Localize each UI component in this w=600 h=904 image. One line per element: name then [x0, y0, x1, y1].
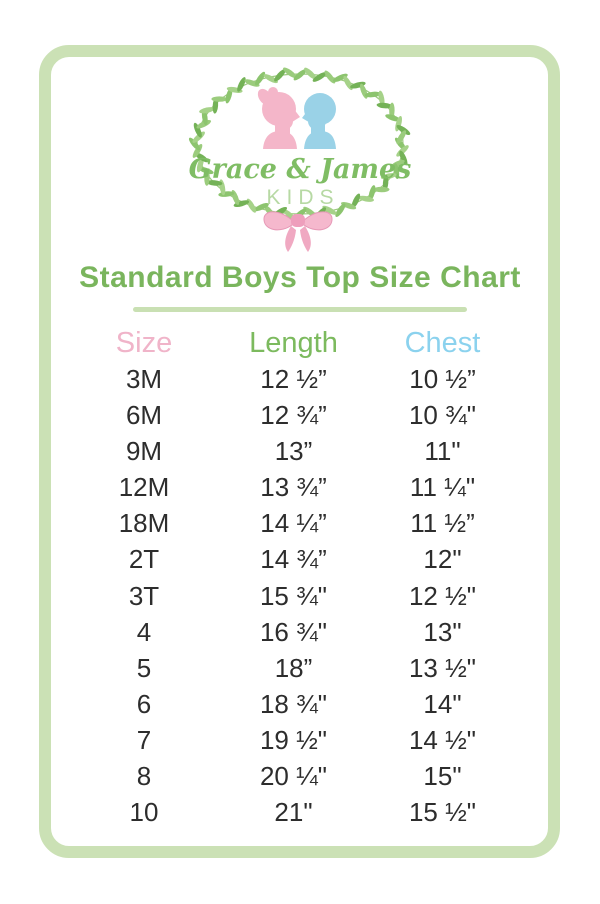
table-row	[69, 794, 517, 830]
chest-cell: 10 ½”	[409, 364, 476, 394]
length-cell: 19 ½"	[259, 724, 328, 755]
size-cell: 10	[129, 797, 159, 828]
table-row	[69, 686, 517, 722]
length-cell: 12 ½”	[260, 364, 327, 394]
page-title: Standard Boys Top Size Chart	[79, 261, 521, 294]
table-row	[69, 650, 517, 686]
length-cell: 21"	[274, 797, 313, 828]
length-cell: 15 ¾"	[259, 580, 328, 611]
length-cell: 14 ¾”	[260, 544, 327, 575]
brand-sub-name: KIDS	[266, 186, 340, 209]
chest-cell: 11 ½”	[410, 508, 475, 539]
chest-cell: 12 ½"	[408, 580, 477, 611]
size-cell: 18M	[118, 508, 170, 539]
table-body	[69, 361, 517, 830]
table-header-row	[69, 326, 517, 360]
size-table	[69, 326, 517, 830]
size-cell: 4	[136, 616, 152, 647]
length-cell: 20 ¼"	[259, 761, 328, 792]
column-header-chest: Chest	[404, 327, 481, 359]
brand-script-name: Grace & James	[188, 154, 412, 185]
size-cell: 8	[136, 761, 152, 792]
column-header-length: Length	[249, 327, 338, 359]
column-header-size: Size	[115, 327, 173, 359]
size-cell: 6	[136, 688, 152, 719]
length-cell: 14 ¼”	[260, 508, 327, 539]
chest-cell: 11"	[424, 436, 461, 467]
length-cell: 13 ¾”	[260, 472, 327, 503]
table-row	[69, 361, 517, 397]
chest-cell: 15"	[423, 761, 462, 792]
table-row	[69, 578, 517, 614]
size-cell: 12M	[118, 472, 170, 503]
brand-logo	[180, 64, 420, 256]
chest-cell: 14"	[423, 688, 462, 719]
size-cell: 7	[136, 724, 152, 755]
boy-silhouette-icon	[302, 93, 336, 149]
table-row	[69, 505, 517, 541]
size-cell: 2T	[128, 544, 160, 575]
table-row	[69, 469, 517, 505]
chest-cell: 12"	[423, 544, 462, 575]
girl-silhouette-icon	[255, 86, 300, 149]
chest-cell: 13 ½"	[408, 652, 477, 683]
chest-cell: 10 ¾"	[408, 400, 477, 431]
size-cell: 9M	[125, 436, 163, 467]
chest-cell: 11 ¼"	[409, 472, 476, 503]
table-row	[69, 758, 517, 794]
chest-cell: 14 ½"	[408, 724, 477, 755]
table-row	[69, 722, 517, 758]
chest-cell: 13"	[423, 616, 462, 647]
size-cell: 3M	[125, 364, 163, 394]
chest-cell: 15 ½"	[408, 797, 477, 828]
table-row	[69, 397, 517, 433]
length-cell: 18”	[274, 652, 313, 683]
table-row	[69, 433, 517, 469]
title-underline	[133, 307, 467, 312]
size-cell: 5	[136, 652, 152, 683]
table-row	[69, 614, 517, 650]
size-cell: 6M	[125, 400, 163, 431]
length-cell: 18 ¾"	[259, 688, 328, 719]
length-cell: 12 ¾”	[260, 400, 327, 431]
length-cell: 13”	[274, 436, 313, 467]
length-cell: 16 ¾"	[259, 616, 328, 647]
table-row	[69, 541, 517, 577]
bow-icon	[264, 212, 332, 252]
size-cell: 3T	[128, 580, 160, 611]
